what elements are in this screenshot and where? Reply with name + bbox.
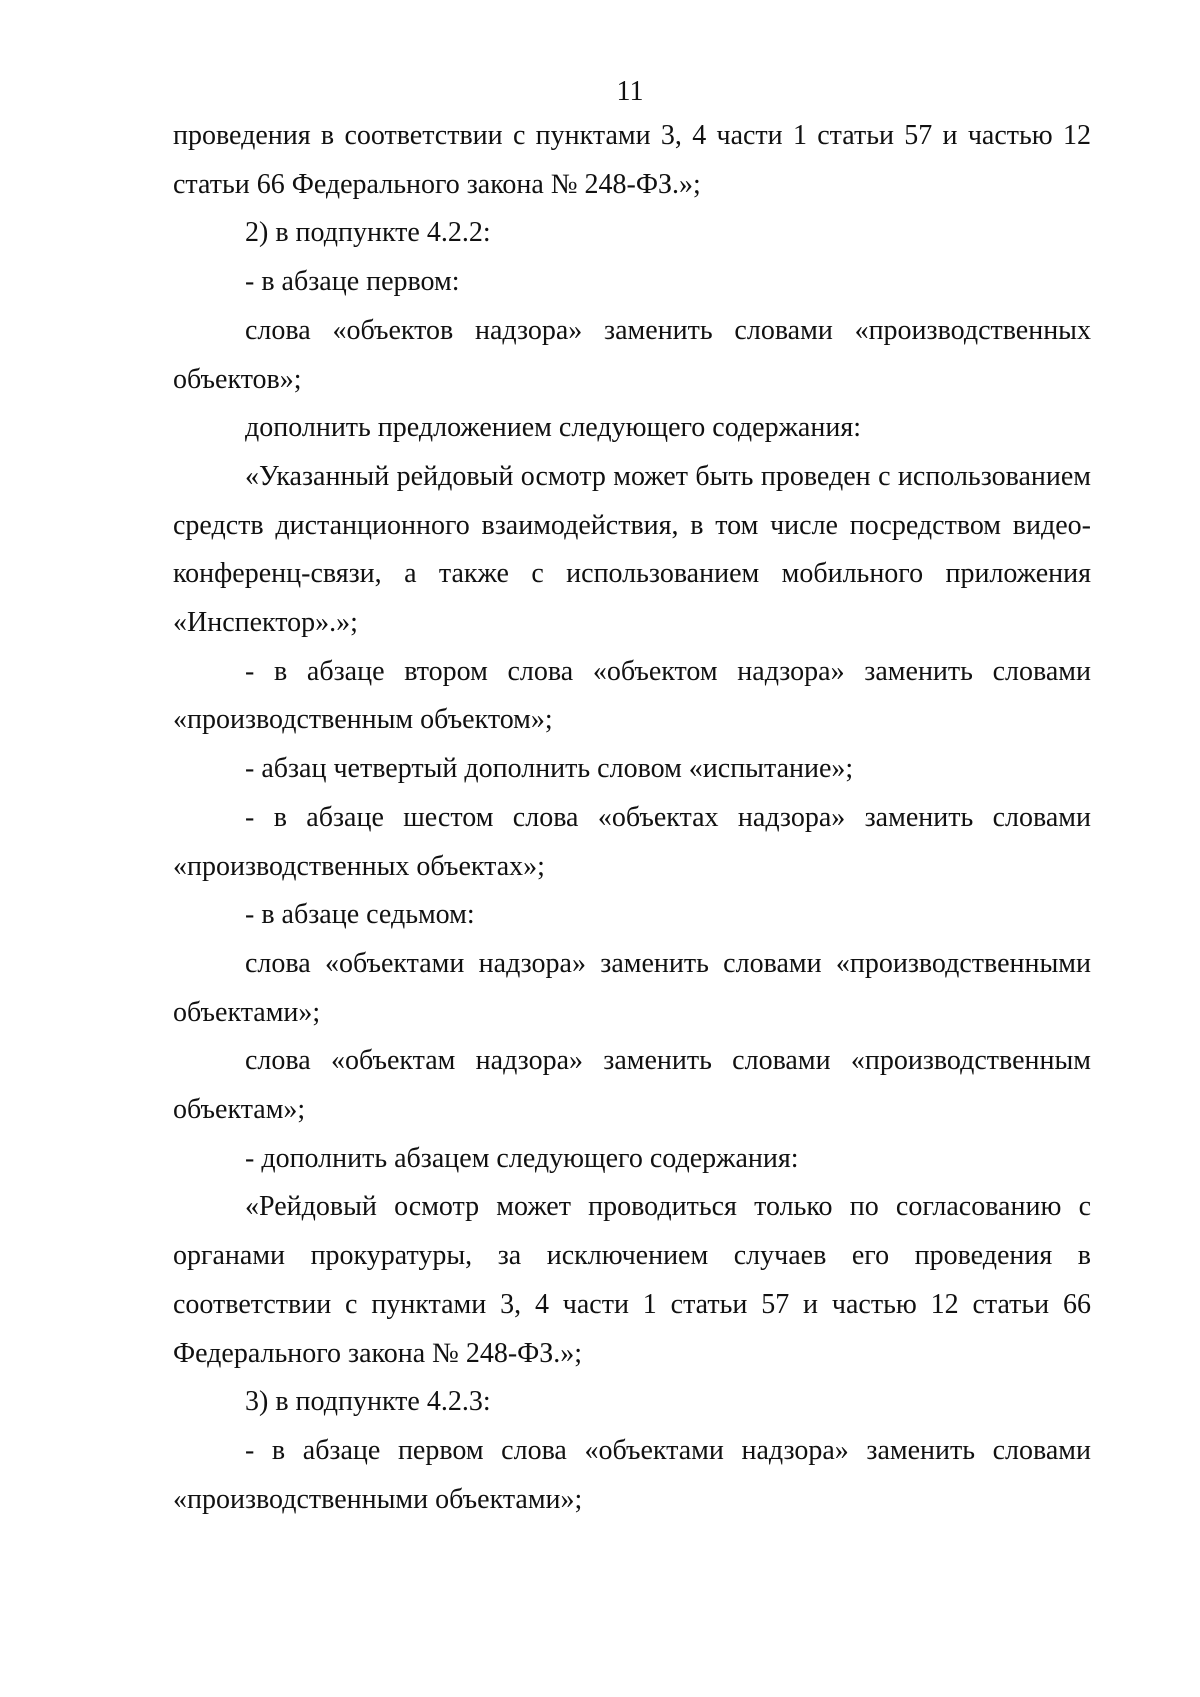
paragraph-replace-words-1: слова «объектов надзора» заменить словами «производственных объектов»;	[173, 314, 1091, 395]
paragraph-seventh-abzac: - в абзаце седьмом:	[245, 899, 475, 931]
paragraph-continuation: проведения в соответствии с пунктами 3, 4 части 1 статьи 57 и частью 12 статьи 66 Федерального закона № 248-ФЗ.»;	[173, 120, 1091, 200]
paragraph-second-abzac: - в абзаце втором слова «объектом надзора» заменить словами «производственным объектом»;	[173, 655, 1091, 736]
paragraph-first-abzac: - в абзаце первом:	[245, 266, 460, 298]
paragraph-quoted-sentence: «Указанный рейдовый осмотр может быть проведен с использованием средств дистанционного взаимодействия, в том числе посредством видео-конференц-связи, а также с использованием мобильного приложения «Инспектор».»;	[173, 460, 1091, 639]
page-number: 11	[616, 76, 644, 107]
paragraph-add-sentence: дополнить предложением следующего содержания:	[245, 412, 861, 444]
paragraph-quoted-abzac: «Рейдовый осмотр может проводиться только по согласованию с органами прокуратуры, за исключением случаев его проведения в соответствии с пунктами 3, 4 части 1 статьи 57 и частью 12 статьи 66 Федерального закона № 248-ФЗ.»;	[173, 1191, 1091, 1369]
paragraph-fourth-abzac: - абзац четвертый дополнить словом «испытание»;	[245, 753, 854, 785]
paragraph-subitem-3: 3) в подпункте 4.2.3:	[245, 1386, 491, 1418]
document-body	[173, 112, 1091, 1524]
paragraph-subitem-2: 2) в подпункте 4.2.2:	[245, 217, 491, 249]
paragraph-replace-words-3: слова «объектам надзора» заменить словами «производственным объектам»;	[173, 1045, 1091, 1126]
paragraph-add-abzac: - дополнить абзацем следующего содержания:	[245, 1142, 799, 1174]
paragraph-first-abzac-replace: - в абзаце первом слова «объектами надзора» заменить словами «производственными объектами»;	[173, 1434, 1091, 1515]
paragraph-sixth-abzac: - в абзаце шестом слова «объектах надзора» заменить словами «производственных объектах»;	[173, 801, 1091, 882]
paragraph-replace-words-2: слова «объектами надзора» заменить словами «производственными объектами»;	[173, 947, 1091, 1028]
